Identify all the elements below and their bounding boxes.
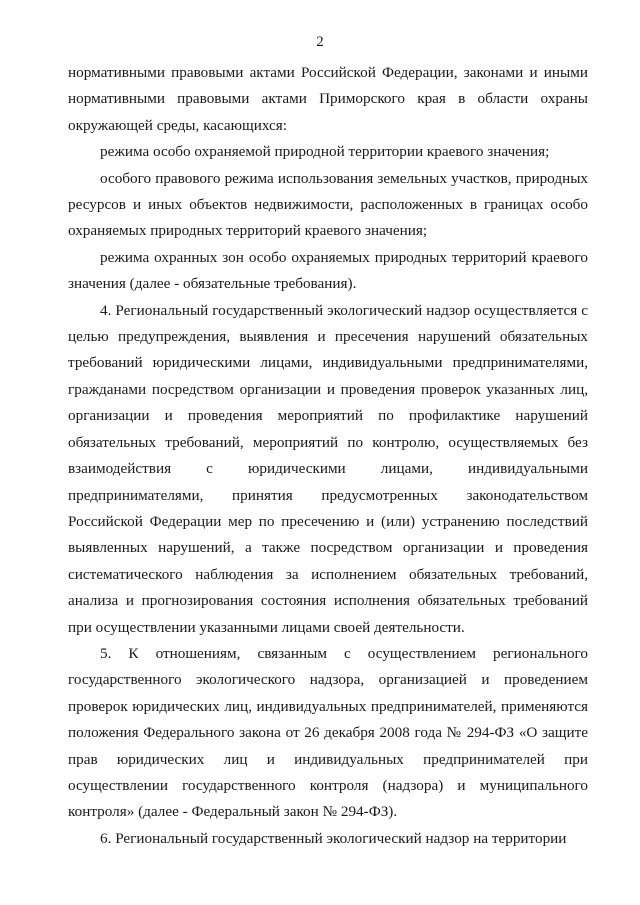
- page-number: 2: [316, 34, 324, 50]
- paragraph-regime-oopt: режима особо охраняемой природной территории краевого значения;: [100, 143, 550, 161]
- paragraph-item-4: 4. Региональный государственный экологический надзор осуществляется с целью предупреждения, выявления и пресечения нарушений обязательных требований юридическими лицами, индивидуальными предпринимателями, гражданами посредством организации и проведения проверок указанных лиц, организации и проведения мероприятий по профилактике нарушений обязательных требований, мероприятий по контролю, осуществляемых без взаимодействия с юридическими лицами, индивидуальными предпринимателями, принятия предусмотренных законодательством Российской Федерации мер по пресечению и (или) устранению последствий выявленных нарушений, а также посредством организации и проведения систематического наблюдения за исполнением обязательных требований, анализа и прогнозирования состояния исполнения обязательных требований при осуществлении указанными лицами своей деятельности.: [68, 301, 588, 636]
- document-body: [68, 60, 588, 852]
- paragraph-legal-regime-land: особого правового режима использования земельных участков, природных ресурсов и иных объектов недвижимости, расположенных в границах особо охраняемых природных территорий краевого значения;: [68, 169, 588, 240]
- paragraph-item-6: 6. Региональный государственный экологический надзор на территории: [100, 829, 567, 847]
- paragraph-item-5: 5. К отношениям, связанным с осуществлением регионального государственного экологического надзора, организацией и проведением проверок юридических лиц, индивидуальных предпринимателей, применяются положения Федерального закона от 26 декабря 2008 года № 294-ФЗ «О защите прав юридических лиц и индивидуальных предпринимателей при осуществлении государственного контроля (надзора) и муниципального контроля» (далее - Федеральный закон № 294-ФЗ).: [68, 644, 588, 821]
- paragraph-protection-zones: режима охранных зон особо охраняемых природных территорий краевого значения (далее - обязательные требования).: [68, 248, 588, 293]
- paragraph-continuation: нормативными правовыми актами Российской Федерации, законами и иными нормативными правовыми актами Приморского края в области охраны окружающей среды, касающихся:: [68, 64, 588, 134]
